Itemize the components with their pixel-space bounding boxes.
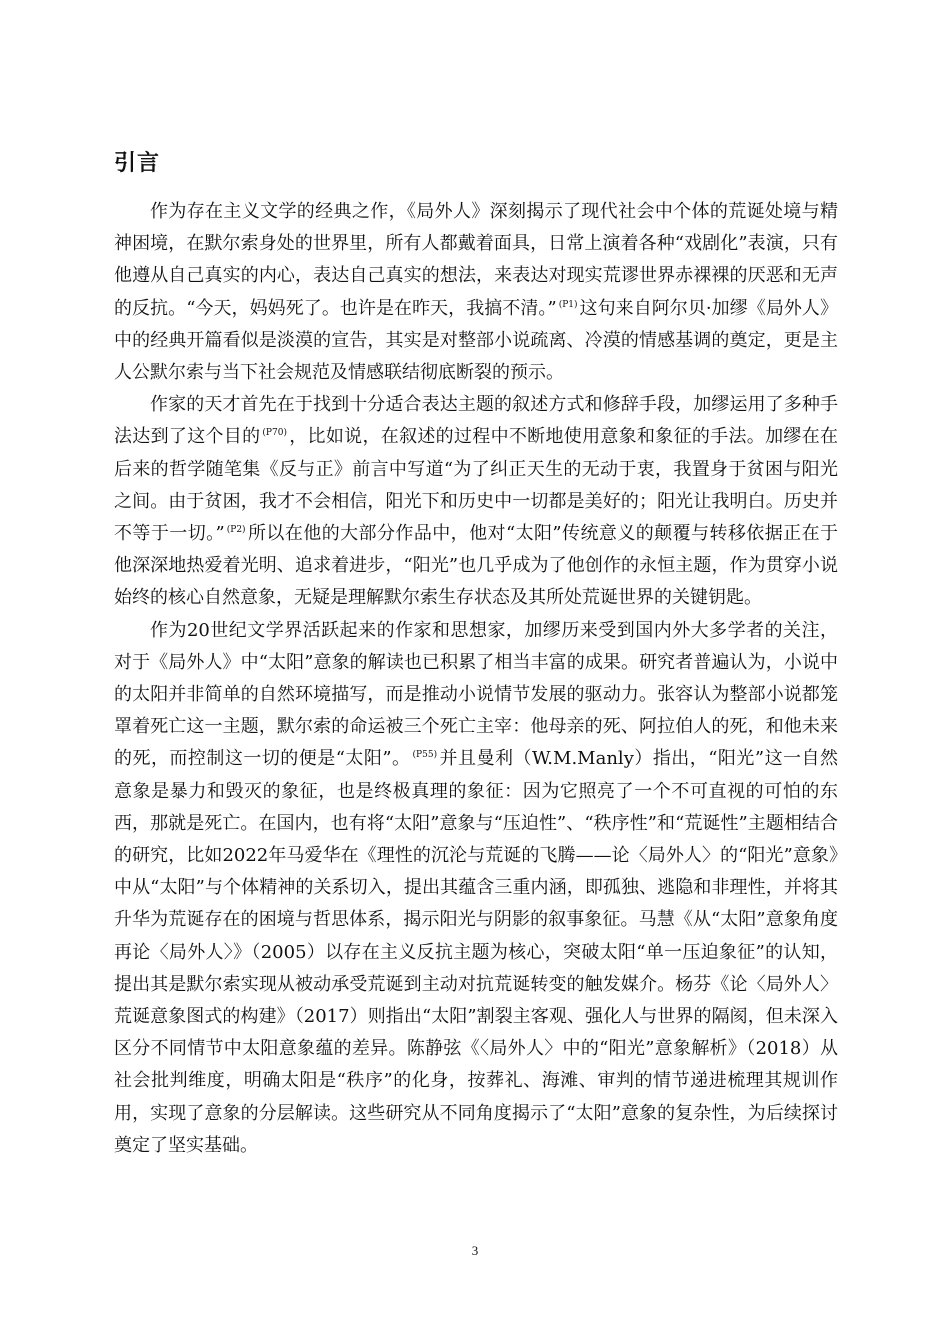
paragraph-text: 作为20世纪文学界活跃起来的作家和思想家，加缪历来受到国内外大多学者的关注，对于《局外人》中“太阳”意象的解读也已积累了相当丰富的成果。研究者普遍认为，小说中的太阳并非简单的自然环境描写，而是推动小说情节发展的驱动力。张容认为整部小说都笼罩着死亡这一主题，默尔索的命运被三个死亡主宰：他母亲的死、阿拉伯人的死，和他未来的死，而控制这一切的便是“太阳”。 [114, 619, 838, 770]
paragraph-text: 作家的天才首先在于找到十分适合表达主题的叙述方式和修辞手段，加缪运用了多种手法达到了这个目的 [114, 394, 838, 448]
paragraph-text: 作为存在主义文学的经典之作，《局外人》深刻揭示了现代社会中个体的荒诞处境与精神困境，在默尔索身处的世界里，所有人都戴着面具，日常上演着各种“戏剧化”表演，只有他遵从自己真实的内心，表达自己真实的想法，来表达对现实荒谬世界赤裸裸的厌恶和无声的反抗。“今天，妈妈死了。也许是在昨天，我搞不清。” [114, 201, 838, 319]
page-number: 3 [471, 1243, 479, 1258]
paragraph-text: 所以在他的大部分作品中，他对“太阳”传统意义的颠覆与转移依据正在于他深深地热爱着光明、追求着进步，“阳光”也几乎成为了他创作的永恒主题，作为贯穿小说始终的核心自然意象，无疑是理解默尔索生存状态及其所处荒诞世界的关键钥匙。 [114, 523, 839, 609]
citation-marker: (P1) [558, 299, 578, 310]
section-heading: 引言 [114, 151, 161, 176]
paragraph-3 [114, 615, 838, 1162]
citation-marker: (P2) [226, 525, 246, 536]
citation-marker: (P70) [262, 428, 287, 439]
body-text [114, 196, 838, 1162]
paragraph-2 [114, 389, 838, 614]
paragraph-1 [114, 196, 838, 389]
citation-marker: (P55) [412, 750, 438, 761]
paragraph-text: 这句来自阿尔贝·加缪《局外人》中的经典开篇看似是淡漠的宣告，其实是对整部小说疏离、冷漠的情感基调的奠定，更是主人公默尔索与当下社会规范及情感联结彻底断裂的预示。 [114, 297, 838, 384]
paragraph-text: 并且曼利（W.M.Manly）指出，“阳光”这一自然意象是暴力和毁灭的象征，也是终极真理的象征：因为它照亮了一个不可直视的可怕的东西，那就是死亡。在国内，也有将“太阳”意象与“压迫性”、“秩序性”和“荒诞性”主题相结合的研究，比如2022年马爱华在《理性的沉沦与荒诞的飞腾——论〈局外人〉的“阳光”意象》中从“太阳”与个体精神的关系切入，提出其蕴含三重内涵，即孤独、逃隐和非理性，并将其升华为荒诞存在的困境与哲思体系，揭示阳光与阴影的叙事象征。马慧《从“太阳”意象角度再论〈局外人〉》（2005）以存在主义反抗主题为核心，突破太阳“单一压迫象征”的认知，提出其是默尔索实现从被动承受荒诞到主动对抗荒诞转变的触发媒介。杨芬《论〈局外人〉荒诞意象图式的构建》（2017）则指出“太阳”割裂主客观、强化人与世界的隔阂，但未深入区分不同情节中太阳意象蕴的差异。陈静弦《〈局外人〉中的“阳光”意象解析》（2018）从社会批判维度，明确太阳是“秩序”的化身，按葬礼、海滩、审判的情节递进梳理其规训作用，实现了意象的分层解读。这些研究从不同角度揭示了“太阳”意象的复杂性，为后续探讨奠定了坚实基础。 [114, 748, 839, 1156]
paragraph-text: ，比如说，在叙述的过程中不断地使用意象和象征的手法。加缪在在后来的哲学随笔集《反与正》前言中写道“为了纠正天生的无动于衷，我置身于贫困与阳光之间。由于贫困，我才不会相信，阳光下和历史中一切都是美好的；阳光让我明白。历史并不等于一切。” [114, 426, 839, 545]
